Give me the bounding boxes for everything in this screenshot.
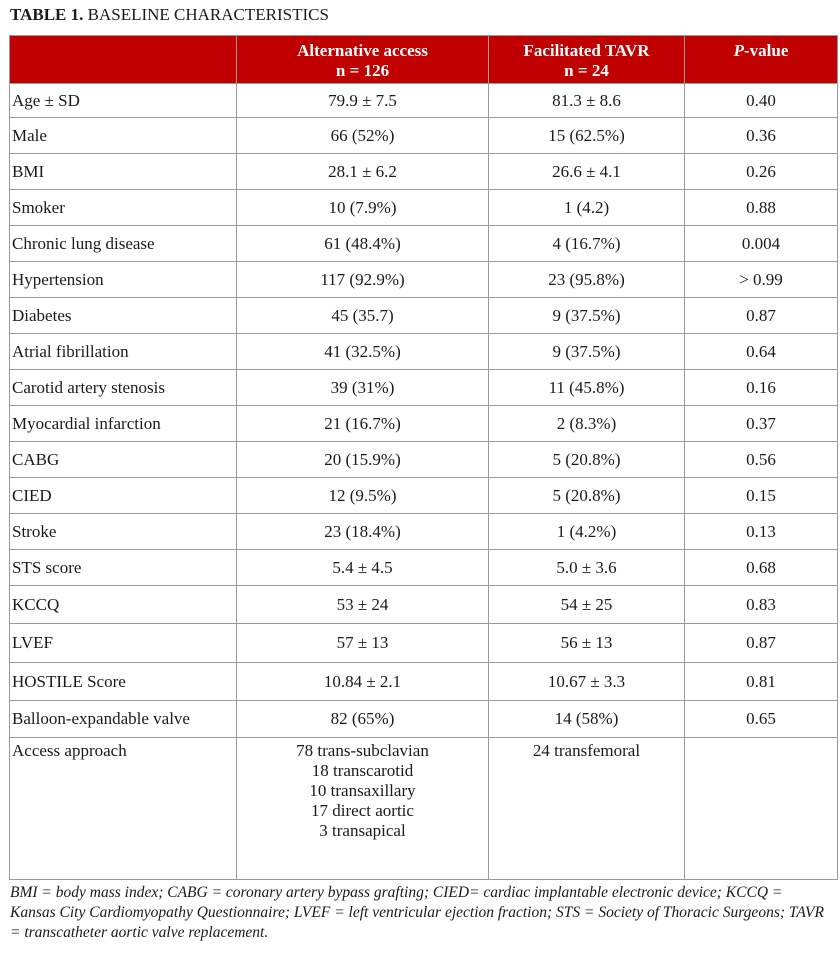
alt-access-cell: 28.1 ± 6.2 xyxy=(237,154,489,190)
header-fac-n: n = 24 xyxy=(564,61,609,80)
table-title: BASELINE CHARACTERISTICS xyxy=(87,5,329,24)
alt-access-cell: 10 (7.9%) xyxy=(237,190,489,226)
table-row xyxy=(10,663,838,701)
access-alt-line: 10 transaxillary xyxy=(309,781,416,800)
facilitated-tavr-cell: 56 ± 13 xyxy=(489,624,685,663)
table-row xyxy=(10,514,838,550)
p-value-cell: 0.15 xyxy=(685,478,838,514)
alt-access-cell: 82 (65%) xyxy=(237,701,489,738)
table-row xyxy=(10,84,838,118)
p-value-cell: 0.36 xyxy=(685,118,838,154)
table-row xyxy=(10,154,838,190)
p-value-cell: 0.65 xyxy=(685,701,838,738)
alt-access-cell: 61 (48.4%) xyxy=(237,226,489,262)
row-label: Balloon-expandable valve xyxy=(10,701,237,738)
access-alt-line: 3 transapical xyxy=(319,821,406,840)
facilitated-tavr-cell: 23 (95.8%) xyxy=(489,262,685,298)
p-value-cell: 0.81 xyxy=(685,663,838,701)
alt-access-cell: 20 (15.9%) xyxy=(237,442,489,478)
header-fac-title: Facilitated TAVR xyxy=(523,41,650,60)
table-row xyxy=(10,298,838,334)
table-row xyxy=(10,226,838,262)
row-label: Atrial fibrillation xyxy=(10,334,237,370)
p-value-cell: 0.40 xyxy=(685,84,838,118)
facilitated-tavr-cell: 2 (8.3%) xyxy=(489,406,685,442)
header-alt-n: n = 126 xyxy=(335,61,390,80)
access-alt-line: 18 transcarotid xyxy=(311,761,414,780)
facilitated-tavr-cell: 14 (58%) xyxy=(489,701,685,738)
p-value-cell: 0.26 xyxy=(685,154,838,190)
alt-access-cell: 79.9 ± 7.5 xyxy=(237,84,489,118)
alt-access-cell: 39 (31%) xyxy=(237,370,489,406)
facilitated-tavr-cell: 1 (4.2%) xyxy=(489,514,685,550)
facilitated-tavr-cell: 5 (20.8%) xyxy=(489,442,685,478)
facilitated-tavr-cell: 10.67 ± 3.3 xyxy=(489,663,685,701)
row-label: HOSTILE Score xyxy=(10,663,237,701)
p-value-cell: 0.83 xyxy=(685,586,838,624)
alt-access-cell: 66 (52%) xyxy=(237,118,489,154)
table-header-row xyxy=(10,36,838,84)
p-value-cell: 0.68 xyxy=(685,550,838,586)
facilitated-tavr-cell: 4 (16.7%) xyxy=(489,226,685,262)
row-label: Diabetes xyxy=(10,298,237,334)
facilitated-tavr-cell: 54 ± 25 xyxy=(489,586,685,624)
alt-access-cell: 41 (32.5%) xyxy=(237,334,489,370)
alt-access-cell: 23 (18.4%) xyxy=(237,514,489,550)
row-label: CIED xyxy=(10,478,237,514)
access-approach-row xyxy=(10,738,838,880)
baseline-characteristics-table xyxy=(9,35,838,880)
row-label: Access approach xyxy=(10,738,237,880)
p-value-cell: > 0.99 xyxy=(685,262,838,298)
facilitated-tavr-cell: 15 (62.5%) xyxy=(489,118,685,154)
row-label: Male xyxy=(10,118,237,154)
alt-access-cell: 5.4 ± 4.5 xyxy=(237,550,489,586)
p-value-cell: 0.64 xyxy=(685,334,838,370)
header-facilitated-tavr xyxy=(489,36,685,84)
row-label: Hypertension xyxy=(10,262,237,298)
alt-access-cell: 53 ± 24 xyxy=(237,586,489,624)
table-row xyxy=(10,701,838,738)
fac-access-cell: 24 transfemoral xyxy=(489,738,685,880)
header-p-letter: P xyxy=(733,41,744,60)
alt-access-cell: 45 (35.7) xyxy=(237,298,489,334)
row-label: STS score xyxy=(10,550,237,586)
table-row xyxy=(10,190,838,226)
header-p-value xyxy=(685,36,838,84)
facilitated-tavr-cell: 9 (37.5%) xyxy=(489,298,685,334)
alt-access-cell: 117 (92.9%) xyxy=(237,262,489,298)
table-footnote: BMI = body mass index; CABG = coronary artery bypass grafting; CIED= cardiac implantable electronic device; KCCQ = Kansas City Cardiomyopathy Questionnaire; LVEF = left ventricular ejection fraction; STS = Society of Thoracic Surgeons; TAVR = transcatheter aortic valve replacement. xyxy=(10,884,824,941)
p-value-cell xyxy=(685,738,838,880)
table-row xyxy=(10,624,838,663)
alt-access-cell: 10.84 ± 2.1 xyxy=(237,663,489,701)
row-label: CABG xyxy=(10,442,237,478)
facilitated-tavr-cell: 11 (45.8%) xyxy=(489,370,685,406)
table-row xyxy=(10,550,838,586)
p-value-cell: 0.16 xyxy=(685,370,838,406)
facilitated-tavr-cell: 9 (37.5%) xyxy=(489,334,685,370)
table-number: TABLE 1. xyxy=(10,5,84,24)
header-alternative-access xyxy=(237,36,489,84)
alt-access-cell: 21 (16.7%) xyxy=(237,406,489,442)
p-value-cell: 0.13 xyxy=(685,514,838,550)
row-label: BMI xyxy=(10,154,237,190)
header-empty xyxy=(10,36,237,84)
facilitated-tavr-cell: 5.0 ± 3.6 xyxy=(489,550,685,586)
row-label: Chronic lung disease xyxy=(10,226,237,262)
p-value-cell: 0.004 xyxy=(685,226,838,262)
row-label: KCCQ xyxy=(10,586,237,624)
table-row xyxy=(10,334,838,370)
facilitated-tavr-cell: 26.6 ± 4.1 xyxy=(489,154,685,190)
table-row xyxy=(10,370,838,406)
table-row xyxy=(10,586,838,624)
row-label: Age ± SD xyxy=(10,84,237,118)
row-label: Myocardial infarction xyxy=(10,406,237,442)
facilitated-tavr-cell: 5 (20.8%) xyxy=(489,478,685,514)
header-alt-title: Alternative access xyxy=(297,41,428,60)
table-row xyxy=(10,406,838,442)
facilitated-tavr-cell: 81.3 ± 8.6 xyxy=(489,84,685,118)
p-value-cell: 0.87 xyxy=(685,298,838,334)
p-value-cell: 0.56 xyxy=(685,442,838,478)
row-label: LVEF xyxy=(10,624,237,663)
p-value-cell: 0.87 xyxy=(685,624,838,663)
row-label: Carotid artery stenosis xyxy=(10,370,237,406)
table-row xyxy=(10,442,838,478)
p-value-cell: 0.88 xyxy=(685,190,838,226)
row-label: Stroke xyxy=(10,514,237,550)
table-row xyxy=(10,478,838,514)
p-value-cell: 0.37 xyxy=(685,406,838,442)
alt-access-cell: 57 ± 13 xyxy=(237,624,489,663)
table-row xyxy=(10,118,838,154)
table-caption xyxy=(10,5,329,25)
facilitated-tavr-cell: 1 (4.2) xyxy=(489,190,685,226)
access-alt-line: 78 trans-subclavian xyxy=(296,741,429,760)
row-label: Smoker xyxy=(10,190,237,226)
header-p-rest: -value xyxy=(744,41,789,60)
alt-access-cell: 12 (9.5%) xyxy=(237,478,489,514)
alt-access-cell xyxy=(237,738,489,880)
access-alt-line: 17 direct aortic xyxy=(311,801,414,820)
table-row xyxy=(10,262,838,298)
